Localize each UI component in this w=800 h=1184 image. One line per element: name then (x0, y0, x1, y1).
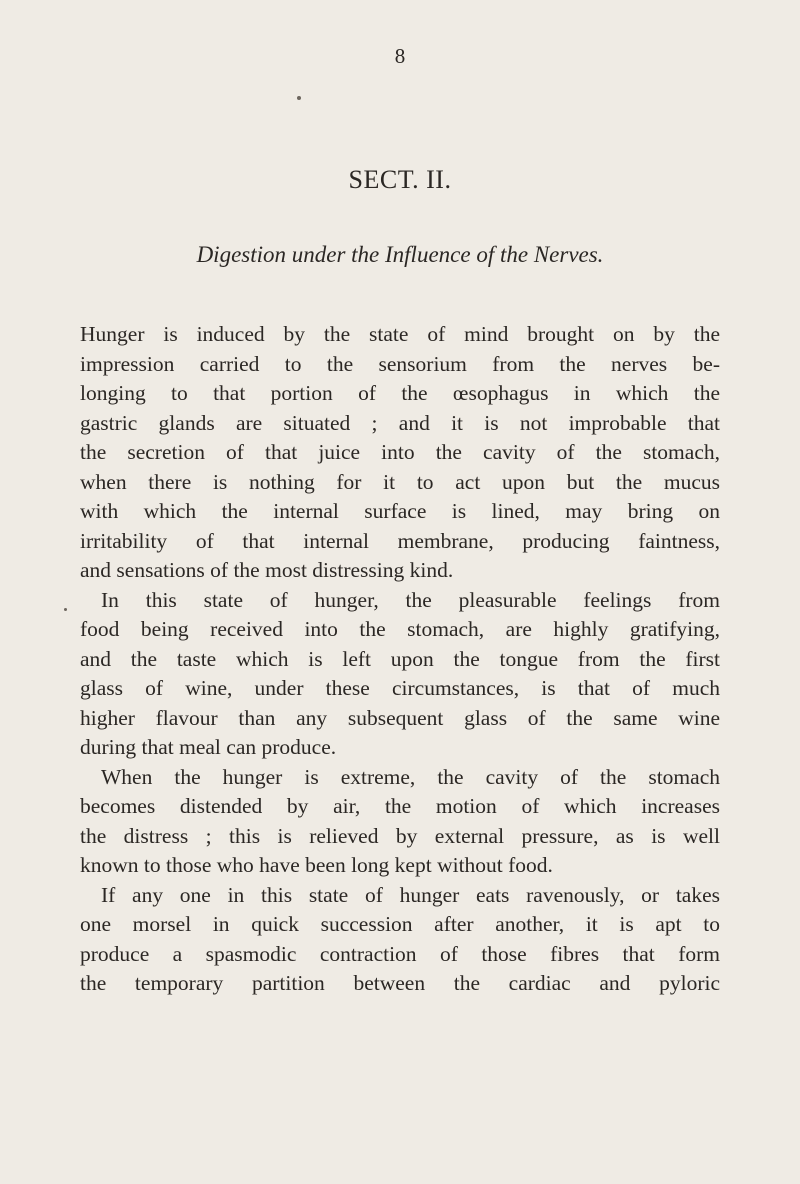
text-line: with which the internal surface is lined, may bring on (80, 499, 720, 523)
ink-speck (64, 608, 67, 611)
text-line: the distress ; this is relieved by external pressure, as is well (80, 823, 720, 848)
text-line: known to those who have been long kept without food. (80, 853, 553, 877)
text-line: When the hunger is extreme, the cavity of the stomach (101, 764, 720, 789)
text-line: during that meal can produce. (80, 735, 337, 759)
text-line: and the taste which is left upon the tongue from the first (80, 646, 720, 671)
section-title: SECT. II. (348, 165, 452, 194)
text-line: and sensations of the most distressing kind. (80, 558, 454, 582)
text-line: In this state of hunger, the pleasurable feelings from (101, 587, 720, 612)
text-line: glass of wine, under these circumstances, is that of much (80, 676, 720, 700)
text-line: when there is nothing for it to act upon but the mucus (80, 469, 720, 494)
text-line: irritability of that internal membrane, producing faintness, (80, 528, 720, 553)
text-line: higher flavour than any subsequent glass of the same wine (80, 705, 720, 730)
page-number: 8 (394, 44, 406, 68)
text-line: If any one in this state of hunger eats ravenously, or takes (101, 882, 720, 907)
text-line: becomes distended by air, the motion of which increases (80, 794, 720, 818)
text-line: food being received into the stomach, are highly gratifying, (80, 617, 720, 641)
body-text (80, 320, 720, 999)
text-line: longing to that portion of the œsophagus in which the (80, 381, 720, 405)
text-line: produce a spasmodic contraction of those fibres that form (80, 941, 720, 966)
text-line: one morsel in quick succession after another, it is apt to (80, 912, 720, 936)
text-line: the temporary partition between the cardiac and pyloric (80, 971, 720, 995)
text-line: Hunger is induced by the state of mind brought on by the (80, 322, 720, 346)
text-line: the secretion of that juice into the cavity of the stomach, (80, 440, 720, 464)
section-subtitle: Digestion under the Influence of the Nerves. (196, 242, 604, 267)
ink-speck (297, 96, 301, 100)
text-line: gastric glands are situated ; and it is not improbable that (80, 410, 720, 435)
text-line: impression carried to the sensorium from the nerves be- (80, 351, 720, 376)
